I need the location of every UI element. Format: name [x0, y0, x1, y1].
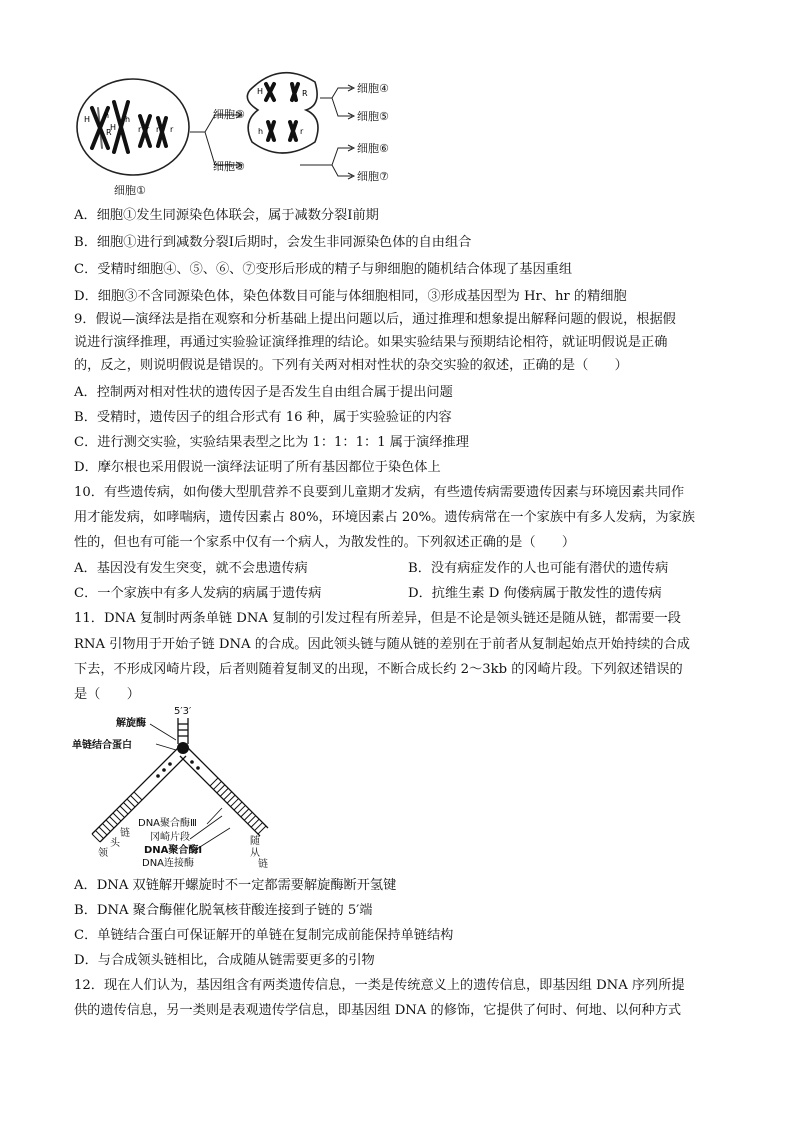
- okazaki-fragment-label: 冈崎片段: [150, 832, 190, 843]
- cell-1-chromosomes: [92, 102, 166, 152]
- svg-text:H: H: [110, 123, 117, 132]
- svg-text:h: h: [125, 115, 131, 124]
- leading-strand-label-3: 链: [120, 828, 130, 839]
- q11-option-c: C．单链结合蛋白可保证解开的单链在复制完成前能保持单链结构: [74, 928, 454, 943]
- q10-option-c: C．一个家族中有多人发病的病属于遗传病: [74, 586, 322, 601]
- q11-option-b: B．DNA 聚合酶催化脱氧核苷酸连接到子链的 5′端: [74, 903, 373, 918]
- q11-stem-line-2: RNA 引物用于开始子链 DNA 的合成。因此领头链与随从链的差别在于前者从复制起始点开始持续的合成: [74, 637, 690, 652]
- cell-2-label: 细胞②: [213, 108, 245, 121]
- q11-option-a: A．DNA 双链解开螺旋时不一定都需要解旋酶断开氢键: [74, 878, 397, 893]
- q12-stem-line-1: 12．现在人们认为，基因组含有两类遗传信息，一类是传统意义上的遗传信息，即基因组 DNA 序列所提: [74, 978, 685, 993]
- q10-option-a: A．基因没有发生突变，就不会患遗传病: [74, 561, 308, 576]
- svg-text:r: r: [146, 125, 150, 134]
- helicase-icon: [177, 742, 189, 754]
- lagging-strand-label-2: 从: [250, 848, 260, 859]
- svg-text:r: r: [138, 125, 142, 134]
- q11-stem-line-1: 11．DNA 复制时两条单链 DNA 复制的引发过程有所差异，但是不论是领头链还是随从链，都需要一段: [74, 611, 681, 626]
- q9-option-c: C．进行测交实验，实验结果表型之比为 1：1：1：1 属于演绎推理: [74, 435, 469, 450]
- lagging-strand-label-3: 链: [258, 859, 268, 870]
- svg-text:h: h: [258, 127, 264, 136]
- dna-polymerase-i-label: DNA聚合酶Ⅰ: [144, 845, 203, 856]
- cell-5-label: 细胞⑤: [357, 110, 389, 123]
- q10-option-b: B．没有病症发作的人也可能有潜伏的遗传病: [408, 561, 669, 576]
- q8-option-b: B．细胞①进行到减数分裂I后期时，会发生非同源染色体的自由组合: [74, 235, 472, 250]
- ssb-label: 单链结合蛋白: [72, 740, 132, 751]
- parental-duplex: [178, 718, 188, 744]
- q9-option-a: A．控制两对相对性状的遗传因子是否发生自由组合属于提出问题: [74, 385, 453, 400]
- lagging-strand-label-1: 随: [250, 836, 260, 847]
- meiosis-diagram: [70, 60, 400, 200]
- cell-1-label: 细胞①: [114, 184, 146, 197]
- svg-text:R: R: [106, 128, 112, 137]
- q10-stem-line-1: 10．有些遗传病，如佝偻大型肌营养不良要到儿童期才发病，有些遗传病需要遗传因素与环境因素共同作: [74, 485, 685, 500]
- q9-stem-line-2: 说进行演绎推理，再通过实验验证演绎推理的结论。如果实验结果与预期结论相符，就证明假说是正确: [74, 335, 668, 350]
- leading-strand-base-pairs: [92, 792, 142, 842]
- q10-stem-line-3: 性的，但也有可能一个家系中仅有一个病人，为散发性的。下列叙述正确的是（ ）: [74, 535, 576, 550]
- q9-stem-line-1: 9．假说—演绎法是指在观察和分析基础上提出问题以后，通过推理和想象提出解释问题的假说，根据假: [74, 312, 676, 327]
- leading-strand-label-2: 头: [110, 838, 120, 849]
- dna-polymerase-iii-label: DNA聚合酶Ⅲ: [138, 818, 197, 829]
- helicase-label: 解旋酶: [116, 718, 146, 729]
- svg-text:H: H: [84, 115, 91, 124]
- q10-option-d: D．抗维生素 D 佝偻病属于散发性的遗传病: [408, 586, 662, 601]
- q9-stem-line-3: 的，反之，则说明假说是错误的。下列有关两对相对性状的杂交实验的叙述，正确的是（ ）: [74, 358, 628, 373]
- q11-stem-line-3: 下去，不形成冈崎片段，后者则随着复制叉的出现，不断合成长约 2～3kb 的冈崎片段。下列叙述错误的: [74, 662, 683, 677]
- svg-text:H: H: [257, 87, 264, 96]
- svg-text:r: r: [170, 125, 174, 134]
- q8-option-a: A．细胞①发生同源染色体联会，属于减数分裂I前期: [74, 208, 379, 223]
- q9-option-d: D．摩尔根也采用假说一演绎法证明了所有基因都位于染色体上: [74, 460, 441, 475]
- q8-option-c: C．受精时细胞④、⑤、⑥、⑦变形后形成的精子与卵细胞的随机结合体现了基因重组: [74, 262, 573, 277]
- cell-2-gene-labels: [257, 87, 308, 136]
- svg-text:h: h: [104, 111, 110, 120]
- q11-stem-line-4: 是（ ）: [74, 687, 140, 702]
- replication-fork-diagram: [72, 704, 292, 870]
- cell-7-label: 细胞⑦: [357, 170, 389, 183]
- cell-3-label: 细胞③: [213, 160, 245, 173]
- q8-option-d: D．细胞③不含同源染色体，染色体数目可能与体细胞相同，③形成基因型为 Hr、hr 的精细胞: [74, 289, 627, 304]
- leading-strand-label-1: 领: [98, 848, 108, 859]
- cell-4-label: 细胞④: [357, 82, 389, 95]
- svg-text:r: r: [156, 125, 160, 134]
- lagging-strand-base-pairs: [210, 778, 266, 834]
- cell-2-outline: [247, 73, 318, 153]
- q9-option-b: B．受精时，遗传因子的组合形式有 16 种，属于实验验证的内容: [74, 410, 452, 425]
- svg-text:R: R: [302, 89, 308, 98]
- cell-2-chromosomes: [266, 84, 298, 140]
- q10-stem-line-2: 用才能发病，如哮喘病，遗传因素占 80%，环境因素占 20%。遗传病常在一个家族中有多人发病，为家族: [74, 510, 695, 525]
- svg-text:r: r: [300, 127, 304, 136]
- q11-option-d: D．与合成领头链相比，合成随从链需要更多的引物: [74, 953, 375, 968]
- strand-ends-label: 5′3′: [174, 706, 192, 717]
- q12-stem-line-2: 供的遗传信息，另一类则是表观遗传学信息，即基因组 DNA 的修饰，它提供了何时、何地、以何种方式: [74, 1003, 682, 1018]
- dna-ligase-label: DNA连接酶: [142, 858, 195, 869]
- cell-6-label: 细胞⑥: [357, 142, 389, 155]
